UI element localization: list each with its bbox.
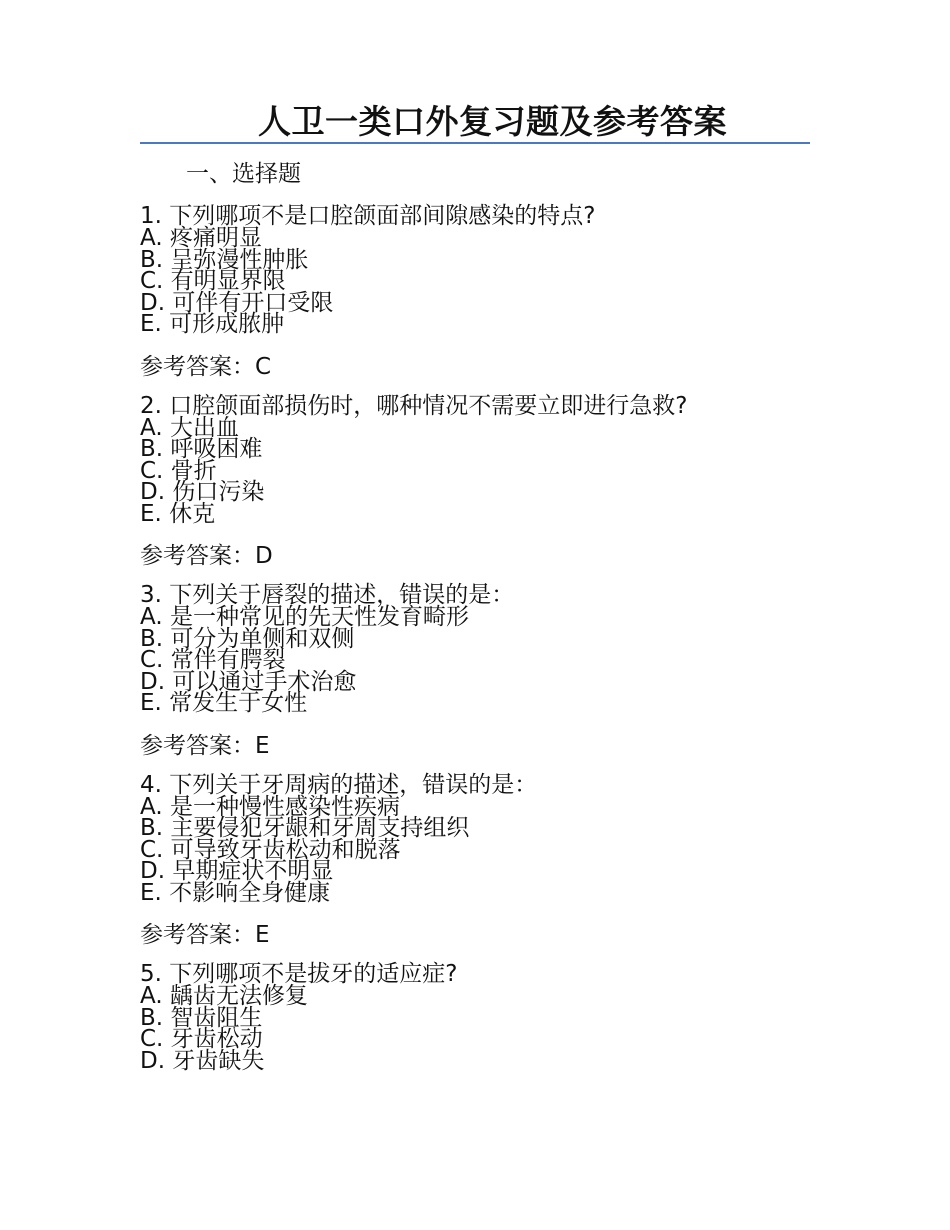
answer-line [140,922,820,948]
question-option: B. 主要侵犯牙龈和牙周支持组织 [140,815,470,841]
question-stem: 3. 下列关于唇裂的描述，错误的是： [140,582,515,608]
question-option: A. 是一种慢性感染性疾病 [140,793,400,820]
question-option: C. 有明显界限 [140,268,286,294]
question-item [140,773,820,949]
section-heading: 一、选择题 [186,161,301,187]
question-option: C. 常伴有腭裂 [140,647,286,673]
question-option: D. 伤口污染 [140,479,265,505]
answer-line [140,543,820,569]
question-item [140,962,820,1072]
answer-label: 参考答案： [140,353,255,380]
title-block [140,100,810,144]
question-item [140,394,820,570]
question-option: C. 可导致牙齿松动和脱落 [140,836,401,863]
question-list [140,204,820,1086]
answer-label: 参考答案： [140,543,255,569]
question-stem: 4. 下列关于牙周病的描述，错误的是： [140,771,538,798]
question-option: A. 龋齿无法修复 [140,983,308,1009]
page-title: 人卫一类口外复习题及参考答案 [258,102,727,141]
answer-line [140,354,820,380]
question-item [140,583,820,759]
answer-value: C [255,353,272,380]
question-stem: 1. 下列哪项不是口腔颌面部间隙感染的特点? [140,203,596,229]
question-option: D. 早期症状不明显 [140,858,334,884]
answer-line [140,733,820,759]
question-option: C. 骨折 [140,457,217,484]
question-option: D. 牙齿缺失 [140,1047,265,1074]
question-option: A. 疼痛明显 [140,225,262,251]
question-option: E. 可形成脓肿 [140,311,285,337]
answer-value: E [255,732,270,759]
question-option: B. 可分为单侧和双侧 [140,625,355,652]
answer-label: 参考答案： [140,922,255,948]
answer-value: D [255,543,273,569]
question-option: B. 呈弥漫性肿胀 [140,246,309,273]
question-option: E. 常发生于女性 [140,690,308,716]
question-option: B. 呼吸困难 [140,436,263,462]
answer-value: E [255,922,270,948]
question-option: A. 是一种常见的先天性发育畸形 [140,604,469,630]
answer-label: 参考答案： [140,732,255,759]
question-item [140,204,820,380]
question-option: E. 休克 [140,500,216,527]
question-option: E. 不影响全身健康 [140,879,331,906]
question-option: C. 牙齿松动 [140,1026,263,1052]
question-stem: 5. 下列哪项不是拔牙的适应症? [140,961,458,987]
question-stem: 2. 口腔颌面部损伤时，哪种情况不需要立即进行急救? [140,392,688,419]
question-option: B. 智齿阻生 [140,1004,263,1031]
question-option: D. 可以通过手术治愈 [140,668,357,695]
question-option: D. 可伴有开口受限 [140,289,334,316]
question-option: A. 大出血 [140,414,239,441]
